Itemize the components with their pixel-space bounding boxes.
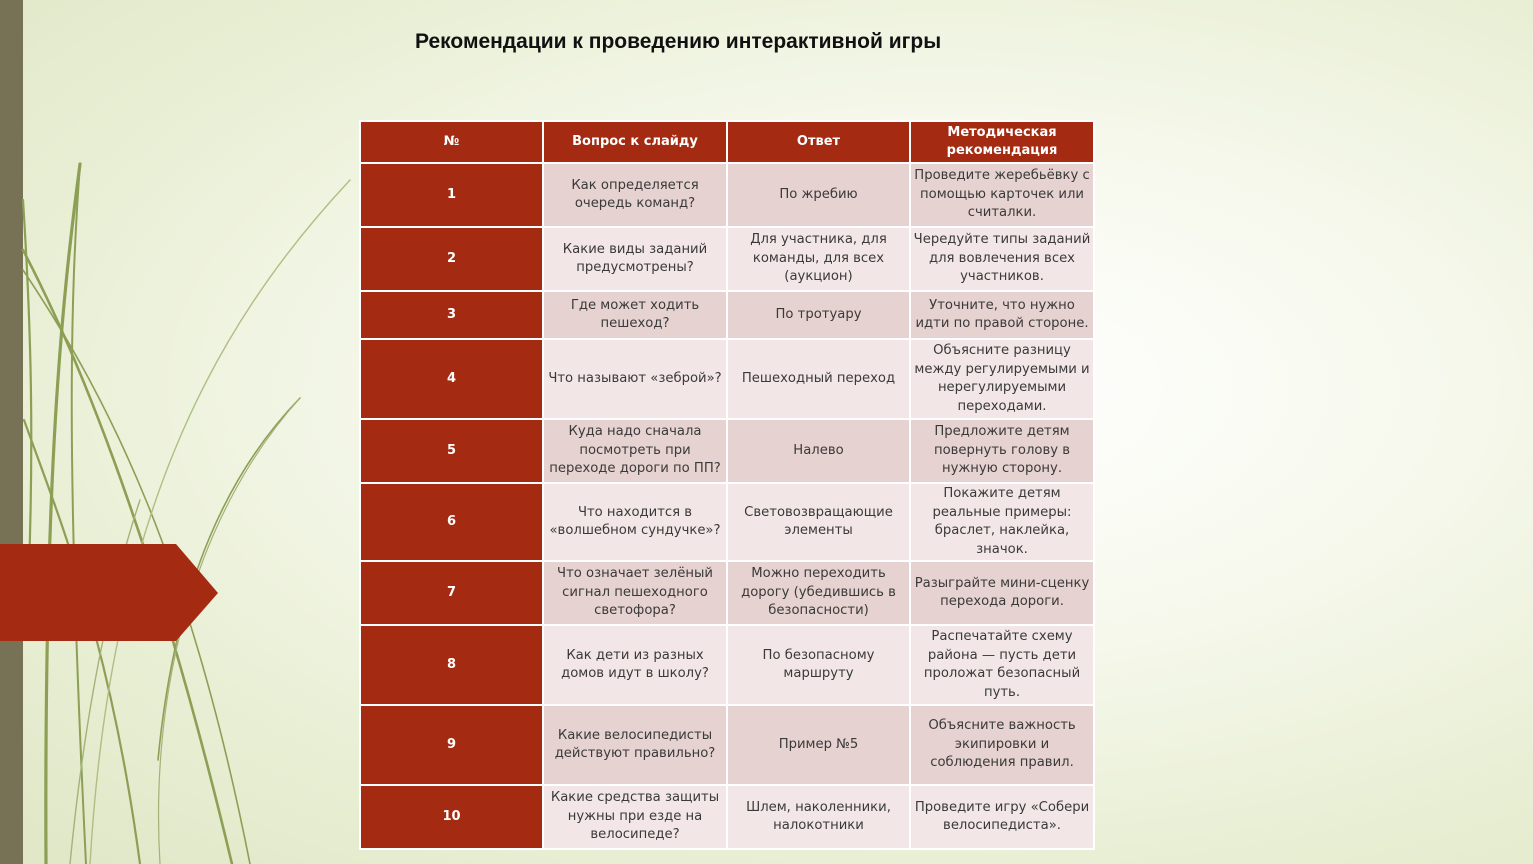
table-row xyxy=(360,291,1094,339)
row-answer: По тротуару xyxy=(727,291,910,339)
row-recommendation: Чередуйте типы заданий для вовлечения всех участников. xyxy=(910,227,1094,291)
row-answer: Налево xyxy=(727,419,910,483)
row-question: Что находится в «волшебном сундучке»? xyxy=(543,483,727,561)
table-row xyxy=(360,705,1094,785)
row-recommendation: Объясните важность экипировки и соблюдения правил. xyxy=(910,705,1094,785)
row-number: 8 xyxy=(360,625,543,705)
row-recommendation: Объясните разницу между регулируемыми и нерегулируемыми переходами. xyxy=(910,339,1094,419)
table-row xyxy=(360,339,1094,419)
row-number: 4 xyxy=(360,339,543,419)
table-row xyxy=(360,625,1094,705)
row-recommendation: Разыграйте мини-сценку перехода дороги. xyxy=(910,561,1094,625)
row-answer: По жребию xyxy=(727,163,910,227)
recommendations-table xyxy=(359,120,1095,850)
header-number: № xyxy=(360,121,543,163)
row-number: 5 xyxy=(360,419,543,483)
row-question: Какие виды заданий предусмотрены? xyxy=(543,227,727,291)
row-number: 2 xyxy=(360,227,543,291)
row-question: Где может ходить пешеход? xyxy=(543,291,727,339)
row-number: 6 xyxy=(360,483,543,561)
row-number: 7 xyxy=(360,561,543,625)
row-answer: Шлем, наколенники, налокотники xyxy=(727,785,910,849)
table-row xyxy=(360,419,1094,483)
table-header-row xyxy=(360,121,1094,163)
row-recommendation: Проведите жеребьёвку с помощью карточек или считалки. xyxy=(910,163,1094,227)
red-arrow-shape xyxy=(0,544,218,641)
row-number: 1 xyxy=(360,163,543,227)
header-recommendation: Методическая рекомендация xyxy=(910,121,1094,163)
header-answer: Ответ xyxy=(727,121,910,163)
row-answer: Световозвращающие элементы xyxy=(727,483,910,561)
table-row xyxy=(360,561,1094,625)
table-row xyxy=(360,227,1094,291)
row-answer: Можно переходить дорогу (убедившись в безопасности) xyxy=(727,561,910,625)
row-number: 9 xyxy=(360,705,543,785)
row-question: Как дети из разных домов идут в школу? xyxy=(543,625,727,705)
row-number: 3 xyxy=(360,291,543,339)
row-answer: Пример №5 xyxy=(727,705,910,785)
row-recommendation: Предложите детям повернуть голову в нужную сторону. xyxy=(910,419,1094,483)
header-question: Вопрос к слайду xyxy=(543,121,727,163)
table-row xyxy=(360,483,1094,561)
row-answer: Пешеходный переход xyxy=(727,339,910,419)
row-question: Какие велосипедисты действуют правильно? xyxy=(543,705,727,785)
row-recommendation: Покажите детям реальные примеры: браслет, наклейка, значок. xyxy=(910,483,1094,561)
row-question: Как определяется очередь команд? xyxy=(543,163,727,227)
row-answer: Для участника, для команды, для всех (аукцион) xyxy=(727,227,910,291)
row-recommendation: Уточните, что нужно идти по правой стороне. xyxy=(910,291,1094,339)
row-answer: По безопасному маршруту xyxy=(727,625,910,705)
row-recommendation: Распечатайте схему района — пусть дети проложат безопасный путь. xyxy=(910,625,1094,705)
row-question: Что называют «зеброй»? xyxy=(543,339,727,419)
slide-title: Рекомендации к проведению интерактивной игры xyxy=(415,30,942,53)
row-recommendation: Проведите игру «Собери велосипедиста». xyxy=(910,785,1094,849)
row-number: 10 xyxy=(360,785,543,849)
row-question: Что означает зелёный сигнал пешеходного светофора? xyxy=(543,561,727,625)
row-question: Куда надо сначала посмотреть при переходе дороги по ПП? xyxy=(543,419,727,483)
table-row xyxy=(360,785,1094,849)
table-row xyxy=(360,163,1094,227)
row-question: Какие средства защиты нужны при езде на велосипеде? xyxy=(543,785,727,849)
